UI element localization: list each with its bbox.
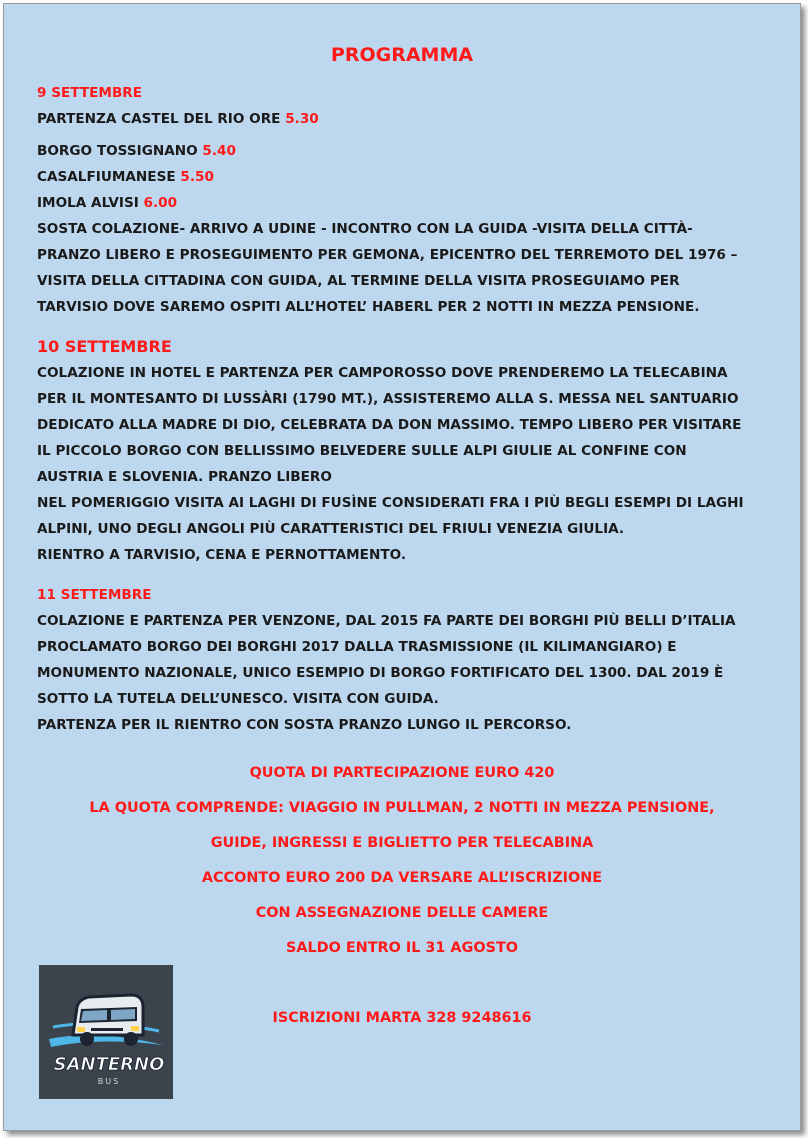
program-line: NEL POMERIGGIO VISITA AI LAGHI DI FUSÌNE CONSIDERATI FRA I PIÙ BEGLI ESEMPI DI LAGHI <box>37 495 744 511</box>
santerno-bus-logo <box>39 965 173 1099</box>
departure-line: BORGO TOSSIGNANO 5.40 <box>37 143 236 159</box>
departure-line: IMOLA ALVISI 6.00 <box>37 195 178 211</box>
departure-time: 6.00 <box>143 195 178 211</box>
program-line: IL PICCOLO BORGO CON BELLISSIMO BELVEDERE SULLE ALPI GIULIE AL CONFINE CON <box>37 443 687 459</box>
deposit-line: ACCONTO EURO 200 DA VERSARE ALL’ISCRIZIONE <box>201 870 603 886</box>
program-line: COLAZIONE IN HOTEL E PARTENZA PER CAMPOROSSO DOVE PRENDEREMO LA TELECABINA <box>37 365 728 381</box>
day1-date: 9 SETTEMBRE <box>37 85 143 101</box>
flyer-sheet <box>3 3 801 1131</box>
departure-time: 5.30 <box>285 111 319 127</box>
program-line: MONUMENTO NAZIONALE, UNICO ESEMPIO DI BORGO FORTIFICATO DEL 1300. DAL 2019 È <box>37 665 724 681</box>
program-line: PARTENZA PER IL RIENTRO CON SOSTA PRANZO LUNGO IL PERCORSO. <box>37 717 572 733</box>
program-line: ALPINI, UNO DEGLI ANGOLI PIÙ CARATTERISTICI DEL FRIULI VENEZIA GIULIA. <box>37 521 625 537</box>
includes-line: LA QUOTA COMPRENDE: VIAGGIO IN PULLMAN, 2 NOTTI IN MEZZA PENSIONE, <box>89 800 715 816</box>
program-line: VISITA DELLA CITTADINA CON GUIDA, AL TERMINE DELLA VISITA PROSEGUIAMO PER <box>37 273 680 289</box>
day3-section <box>37 582 782 738</box>
price-line: QUOTA DI PARTECIPAZIONE EURO 420 <box>249 765 555 781</box>
departure-time: 5.40 <box>202 143 236 159</box>
logo-name: SANTERNO <box>53 1054 165 1075</box>
program-line: AUSTRIA E SLOVENIA. PRANZO LIBERO <box>37 469 332 485</box>
program-line: DEDICATO ALLA MADRE DI DIO, CELEBRATA DA DON MASSIMO. TEMPO LIBERO PER VISITARE <box>37 417 742 433</box>
program-line: PER IL MONTESANTO DI LUSSÀRI (1790 MT.), ASSISTEREMO ALLA S. MESSA NEL SANTUARIO <box>37 391 739 407</box>
day2-date: 10 SETTEMBRE <box>37 337 172 356</box>
program-line: PRANZO LIBERO E PROSEGUIMENTO PER GEMONA, EPICENTRO DEL TERREMOTO DEL 1976 – <box>37 247 738 263</box>
contact-line: ISCRIZIONI MARTA 328 9248616 <box>272 1010 532 1026</box>
rooms-line: CON ASSEGNAZIONE DELLE CAMERE <box>255 905 549 921</box>
program-line: COLAZIONE E PARTENZA PER VENZONE, DAL 2015 FA PARTE DEI BORGHI PIÙ BELLI D’ITALIA <box>37 613 736 629</box>
day2-section <box>37 334 782 568</box>
includes-line: GUIDE, INGRESSI E BIGLIETTO PER TELECABINA <box>210 835 594 851</box>
departure-line: CASALFIUMANESE 5.50 <box>37 169 214 185</box>
day3-date: 11 SETTEMBRE <box>37 587 152 603</box>
departure-line: PARTENZA CASTEL DEL RIO ORE 5.30 <box>37 111 319 127</box>
page-title: PROGRAMMA <box>330 44 474 66</box>
program-line: RIENTRO A TARVISIO, CENA E PERNOTTAMENTO. <box>37 547 407 563</box>
day1-section <box>37 80 782 320</box>
program-line: TARVISIO DOVE SAREMO OSPITI ALL’HOTEL’ HABERL PER 2 NOTTI IN MEZZA PENSIONE. <box>37 299 700 315</box>
departure-time: 5.50 <box>180 169 214 185</box>
program-line: SOSTA COLAZIONE- ARRIVO A UDINE - INCONTRO CON LA GUIDA -VISITA DELLA CITTÀ- <box>37 221 693 237</box>
bus-icon <box>39 965 173 1099</box>
logo-sub: BUS <box>97 1077 121 1086</box>
program-line: SOTTO LA TUTELA DELL’UNESCO. VISITA CON GUIDA. <box>37 691 439 707</box>
program-line: PROCLAMATO BORGO DEI BORGHI 2017 DALLA TRASMISSIONE (IL KILIMANGIARO) E <box>37 639 677 655</box>
balance-line: SALDO ENTRO IL 31 AGOSTO <box>285 940 519 956</box>
